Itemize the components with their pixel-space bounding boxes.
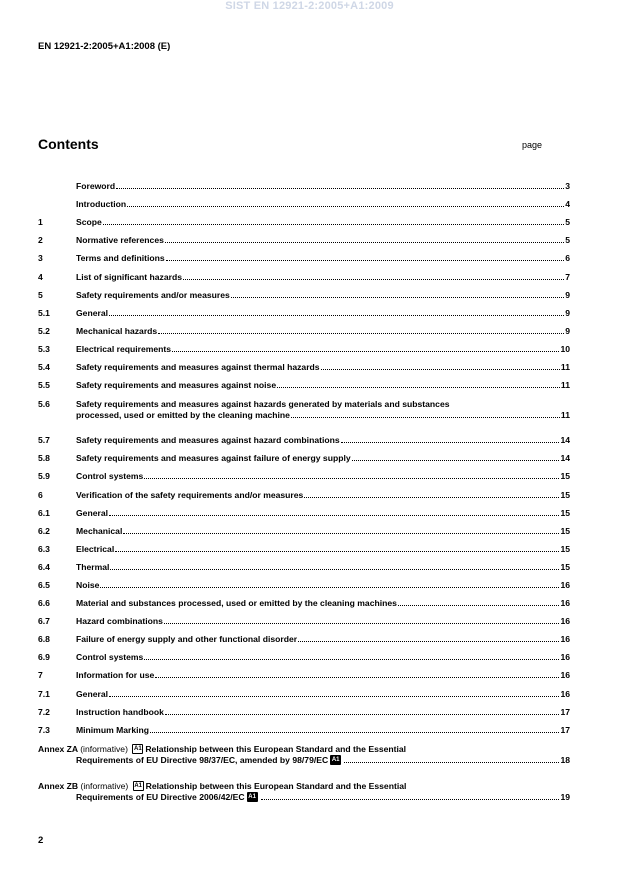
toc-entry[interactable] <box>38 302 570 320</box>
toc-entry-title: Failure of energy supply and other functional disorder <box>76 634 298 645</box>
toc-entry-title: General <box>76 688 109 699</box>
dot-leader <box>172 351 559 352</box>
toc-entry-number: 5 <box>38 289 43 300</box>
toc-entry-title: Instruction handbook <box>76 706 164 717</box>
toc-entry[interactable] <box>38 338 570 356</box>
toc-entry-number: 4 <box>38 271 43 282</box>
dot-leader <box>165 242 564 243</box>
toc-entry-page: 16 <box>560 670 570 681</box>
toc-entry-title: Safety requirements and measures against noise <box>76 380 277 391</box>
toc-entry-page: 9 <box>565 325 570 336</box>
toc-entry-page: 7 <box>565 271 570 282</box>
dot-leader <box>103 224 564 225</box>
toc-entry-page: 15 <box>560 489 570 500</box>
toc-entry-number: 5.9 <box>38 471 50 482</box>
toc-entry-page: 15 <box>560 525 570 536</box>
toc-entry[interactable] <box>38 556 570 574</box>
watermark: SIST EN 12921-2:2005+A1:2009 <box>225 0 394 12</box>
toc-entry[interactable] <box>38 229 570 247</box>
dot-leader <box>127 206 564 207</box>
toc-entry-number: 5.5 <box>38 380 50 391</box>
toc-entry-number: 5.7 <box>38 435 50 446</box>
dot-leader <box>164 623 560 624</box>
toc-entry[interactable] <box>38 392 570 429</box>
toc-entry-page: 11 <box>560 410 570 421</box>
toc-entry-title: Minimum Marking <box>76 724 150 735</box>
toc-entry-title: Safety requirements and measures against thermal hazards <box>76 362 320 373</box>
toc-entry-title: Verification of the safety requirements and/or measures <box>76 489 304 500</box>
toc-entry-title: Electrical requirements <box>76 343 172 354</box>
amendment-end-icon: A1 <box>248 794 256 801</box>
toc-entry-page: 15 <box>560 471 570 482</box>
toc-entry[interactable] <box>38 502 570 520</box>
dot-leader <box>291 417 560 418</box>
toc-entry[interactable] <box>38 247 570 265</box>
dot-leader <box>100 587 559 588</box>
dot-leader <box>110 569 559 570</box>
toc-entry-title: Control systems <box>76 652 144 663</box>
toc-entry-number: 2 <box>38 235 43 246</box>
annex-label: Annex ZA <box>38 743 78 754</box>
toc-entry-title: Thermal <box>76 561 110 572</box>
toc-entry[interactable] <box>38 483 570 501</box>
toc-entry[interactable] <box>38 701 570 719</box>
dot-leader <box>277 387 560 388</box>
toc-entry-title: Electrical <box>76 543 115 554</box>
toc-entry[interactable] <box>38 356 570 374</box>
dot-leader <box>144 659 559 660</box>
toc-entry-title: Terms and definitions <box>76 253 165 264</box>
toc-entry-number: 3 <box>38 253 43 264</box>
dot-leader <box>304 497 559 498</box>
toc-entry-number: 6.8 <box>38 634 50 645</box>
annex-title: Relationship between this European Standard and the Essential <box>145 743 407 754</box>
toc-entry[interactable] <box>38 265 570 283</box>
dot-leader <box>183 279 564 280</box>
dot-leader <box>341 442 560 443</box>
standard-header: EN 12921-2:2005+A1:2008 (E) <box>38 41 171 52</box>
toc-entry-page: 11 <box>560 362 570 373</box>
toc-entry-number: 6.5 <box>38 579 50 590</box>
toc-entry[interactable] <box>38 374 570 392</box>
toc-entry[interactable] <box>38 429 570 447</box>
toc-entry-page: 16 <box>560 652 570 663</box>
toc-entry-title: Mechanical <box>76 525 123 536</box>
toc-entry-title: Normative references <box>76 235 164 246</box>
toc-entry-title: Safety requirements and measures against hazard combinations <box>76 435 340 446</box>
toc-entry-number: 6 <box>38 489 43 500</box>
toc-entry-title: Introduction <box>76 199 127 210</box>
toc-entry-title: Control systems <box>76 471 144 482</box>
toc-entry-page: 15 <box>560 543 570 554</box>
annex-page: 18 <box>560 755 570 766</box>
toc-entry-page: 16 <box>560 688 570 699</box>
toc-entry-page: 4 <box>565 199 570 210</box>
toc-entry-title: General <box>76 307 109 318</box>
toc-entry[interactable] <box>38 320 570 338</box>
toc-entry-number: 5.6 <box>38 399 50 410</box>
amendment-start-icon: A1 <box>134 746 142 753</box>
toc-entry-page: 9 <box>565 289 570 300</box>
toc-entry[interactable] <box>38 574 570 592</box>
toc-entry-title: Safety requirements and measures against failure of energy supply <box>76 453 351 464</box>
toc-entry-number: 5.4 <box>38 362 50 373</box>
toc-entry[interactable] <box>38 538 570 556</box>
toc-entry-title: List of significant hazards <box>76 271 183 282</box>
dot-leader <box>261 799 560 800</box>
dot-leader <box>123 533 559 534</box>
dot-leader <box>165 714 560 715</box>
toc-entry-page: 14 <box>560 435 570 446</box>
page-number: 2 <box>38 835 44 846</box>
amendment-end-icon: A1 <box>331 757 340 764</box>
dot-leader <box>115 551 559 552</box>
table-of-contents <box>38 175 570 811</box>
annex-page: 19 <box>560 792 570 803</box>
dot-leader <box>150 732 559 733</box>
toc-entry-page: 16 <box>560 634 570 645</box>
dot-leader <box>109 515 559 516</box>
dot-leader <box>109 696 559 697</box>
toc-entry[interactable] <box>38 592 570 610</box>
dot-leader <box>144 478 559 479</box>
toc-entry-number: 6.7 <box>38 616 50 627</box>
toc-entry-title: Material and substances processed, used or emitted by the cleaning machines <box>76 598 397 609</box>
toc-entry-title: Safety requirements and measures against hazards generated by materials and substances <box>76 399 450 410</box>
toc-entry-title: General <box>76 507 109 518</box>
toc-entry-number: 6.4 <box>38 561 50 572</box>
annex-label: Annex ZB <box>38 780 79 791</box>
toc-entry-page: 5 <box>565 217 570 228</box>
toc-entry[interactable] <box>38 628 570 646</box>
toc-entry-page: 17 <box>560 724 570 735</box>
toc-entry-number: 6.9 <box>38 652 50 663</box>
toc-entry-title: Hazard combinations <box>76 616 163 627</box>
toc-entry-title: Mechanical hazards <box>76 325 158 336</box>
toc-entry-page: 15 <box>560 507 570 518</box>
dot-leader <box>166 260 565 261</box>
toc-entry-page: 17 <box>560 706 570 717</box>
toc-entry-title: Noise <box>76 579 100 590</box>
page-title: Contents <box>38 136 99 152</box>
annex-entry[interactable] <box>38 737 570 774</box>
annex-informative: (informative) <box>80 780 129 791</box>
toc-entry-page: 16 <box>560 579 570 590</box>
toc-entry-page: 16 <box>560 616 570 627</box>
toc-entry-number: 1 <box>38 217 43 228</box>
toc-entry-number: 6.3 <box>38 543 50 554</box>
toc-entry-title: Safety requirements and/or measures <box>76 289 230 300</box>
toc-entry-page: 14 <box>560 453 570 464</box>
dot-leader <box>155 677 559 678</box>
toc-entry-page: 15 <box>560 561 570 572</box>
toc-entry-title: Information for use <box>76 670 155 681</box>
toc-entry-title-continued: processed, used or emitted by the cleaning machine <box>76 410 290 421</box>
toc-entry-page: 3 <box>565 181 570 192</box>
annex-informative: (informative) <box>80 743 128 754</box>
toc-entry-page: 5 <box>565 235 570 246</box>
toc-entry-number: 5.3 <box>38 343 50 354</box>
toc-entry[interactable] <box>38 610 570 628</box>
toc-entry[interactable] <box>38 211 570 229</box>
toc-entry[interactable] <box>38 284 570 302</box>
toc-entry[interactable] <box>38 646 570 664</box>
dot-leader <box>398 605 560 606</box>
toc-entry[interactable] <box>38 447 570 465</box>
dot-leader <box>116 188 564 189</box>
annex-title-continued: Requirements of EU Directive 98/37/EC, amended by 98/79/EC <box>76 755 329 766</box>
toc-entry-title: Foreword <box>76 181 116 192</box>
annex-title-continued: Requirements of EU Directive 2006/42/EC <box>76 792 245 803</box>
dot-leader <box>352 460 560 461</box>
dot-leader <box>344 762 559 763</box>
toc-entry[interactable] <box>38 465 570 483</box>
toc-entry[interactable] <box>38 719 570 737</box>
toc-entry-number: 6.6 <box>38 598 50 609</box>
toc-entry-number: 5.1 <box>38 307 50 318</box>
toc-entry-number: 6.1 <box>38 507 50 518</box>
toc-entry[interactable] <box>38 682 570 700</box>
page-column-label: page <box>522 140 543 150</box>
dot-leader <box>321 369 560 370</box>
amendment-start-icon: A1 <box>134 783 142 790</box>
dot-leader <box>109 315 564 316</box>
toc-entry-number: 7 <box>38 670 43 681</box>
toc-entry-title: Scope <box>76 217 102 228</box>
toc-entry[interactable] <box>38 520 570 538</box>
toc-entry-number: 7.2 <box>38 706 50 717</box>
annex-entry[interactable] <box>38 774 570 811</box>
dot-leader <box>298 641 559 642</box>
toc-entry[interactable] <box>38 175 570 193</box>
toc-entry-page: 9 <box>565 307 570 318</box>
toc-entry-page: 10 <box>560 343 570 354</box>
toc-entry[interactable] <box>38 193 570 211</box>
toc-entry-number: 5.2 <box>38 325 50 336</box>
toc-entry-page: 16 <box>560 598 570 609</box>
toc-entry-page: 11 <box>560 380 570 391</box>
toc-entry-number: 7.1 <box>38 688 50 699</box>
toc-entry[interactable] <box>38 664 570 682</box>
toc-entry-number: 5.8 <box>38 453 50 464</box>
toc-entry-number: 6.2 <box>38 525 50 536</box>
toc-entry-page: 6 <box>565 253 570 264</box>
toc-entry-number: 7.3 <box>38 724 50 735</box>
dot-leader <box>231 297 564 298</box>
dot-leader <box>158 333 564 334</box>
annex-title: Relationship between this European Standard and the Essential <box>145 780 407 791</box>
